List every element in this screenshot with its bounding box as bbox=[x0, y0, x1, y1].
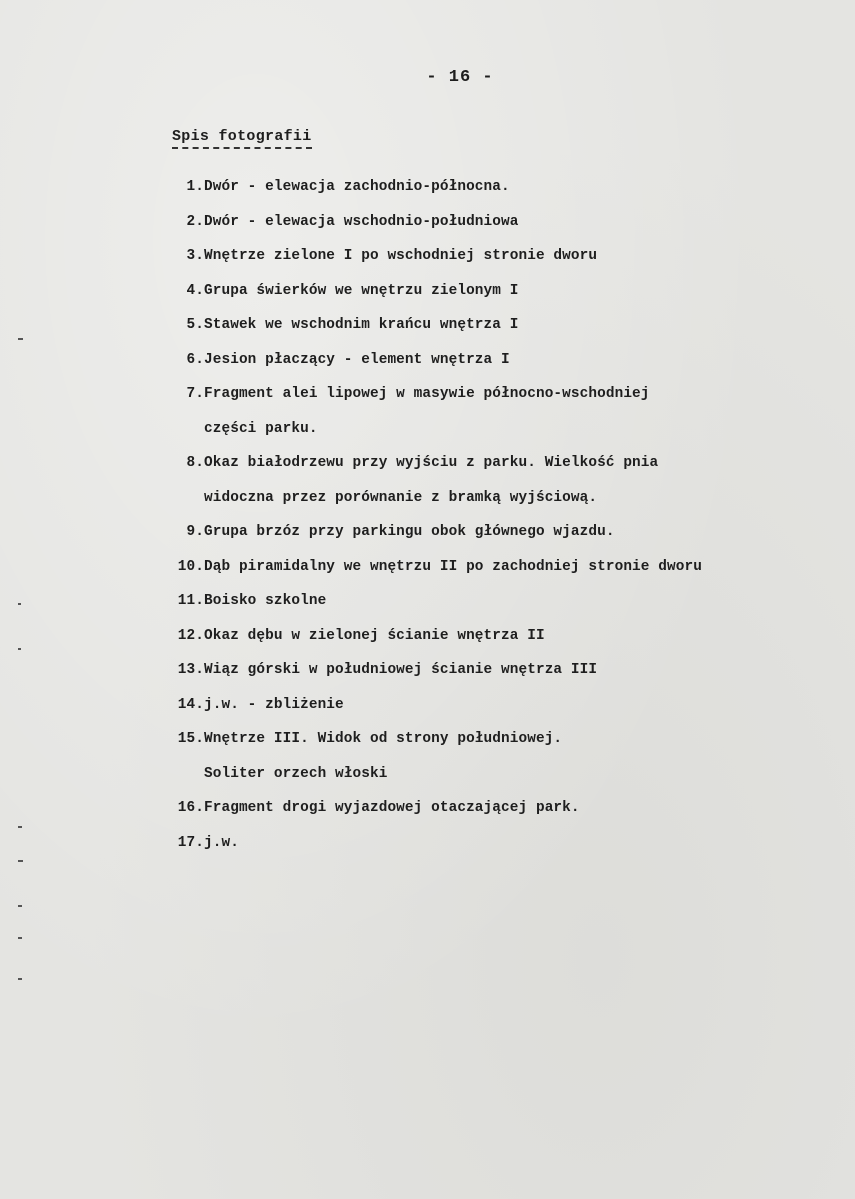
list-item bbox=[160, 343, 850, 378]
item-text: Wiąz górski w południowej ścianie wnętrza III bbox=[204, 662, 598, 678]
page-number: - 16 - bbox=[426, 68, 494, 87]
item-text: Dwór - elewacja zachodnio-północna. bbox=[204, 179, 510, 195]
item-number: 1. bbox=[186, 179, 204, 195]
item-number: 15. bbox=[177, 731, 204, 747]
item-text-continued: Soliter orzech włoski bbox=[204, 765, 388, 782]
item-text: Dąb piramidalny we wnętrzu II po zachodniej stronie dworu bbox=[204, 558, 702, 575]
item-number: 8. bbox=[186, 455, 204, 471]
photo-list bbox=[160, 170, 850, 860]
item-number: 12. bbox=[177, 627, 204, 644]
list-item bbox=[160, 619, 850, 654]
item-number: 3. bbox=[186, 248, 204, 264]
item-number: 16. bbox=[177, 800, 204, 816]
item-number: 17. bbox=[177, 834, 204, 851]
item-text: Boisko szkolne bbox=[204, 593, 327, 609]
item-text: Wnętrze III. Widok od strony południowej. bbox=[204, 731, 563, 747]
margin-mark bbox=[18, 826, 22, 828]
margin-mark bbox=[18, 603, 21, 605]
margin-mark bbox=[18, 648, 21, 650]
list-item bbox=[160, 205, 850, 240]
list-item bbox=[160, 446, 850, 515]
list-item bbox=[160, 688, 850, 723]
item-text: Jesion płaczący - element wnętrza I bbox=[204, 351, 510, 368]
item-number: 5. bbox=[186, 317, 204, 333]
list-item bbox=[160, 170, 850, 205]
item-text-continued: części parku. bbox=[204, 420, 318, 437]
item-number: 4. bbox=[186, 282, 204, 299]
item-number: 2. bbox=[186, 213, 204, 230]
item-number: 10. bbox=[177, 558, 204, 575]
item-number: 7. bbox=[186, 386, 204, 402]
item-text: Grupa brzóz przy parkingu obok głównego wjazdu. bbox=[204, 524, 615, 540]
margin-mark bbox=[18, 338, 23, 340]
list-item bbox=[160, 722, 850, 791]
item-text: Fragment alei lipowej w masywie północno-wschodniej bbox=[204, 386, 650, 402]
item-text-continued: widoczna przez porównanie z bramką wyjściową. bbox=[204, 489, 598, 506]
item-number: 14. bbox=[177, 696, 204, 713]
list-item bbox=[160, 653, 850, 688]
list-item bbox=[160, 826, 850, 861]
item-text: Dwór - elewacja wschodnio-południowa bbox=[204, 213, 519, 230]
list-item bbox=[160, 239, 850, 274]
list-item bbox=[160, 550, 850, 585]
item-text: Grupa świerków we wnętrzu zielonym I bbox=[204, 282, 519, 299]
item-text: Wnętrze zielone I po wschodniej stronie dworu bbox=[204, 248, 598, 264]
margin-mark bbox=[18, 978, 22, 980]
item-text: j.w. bbox=[204, 834, 239, 851]
item-number: 11. bbox=[177, 593, 204, 609]
list-item bbox=[160, 584, 850, 619]
list-heading: Spis fotografii bbox=[172, 128, 312, 149]
item-text: Okaz białodrzewu przy wyjściu z parku. Wielkość pnia bbox=[204, 455, 659, 471]
item-number: 13. bbox=[177, 662, 204, 678]
margin-mark bbox=[18, 905, 22, 907]
item-number: 6. bbox=[186, 351, 204, 368]
list-item bbox=[160, 791, 850, 826]
item-text: j.w. - zbliżenie bbox=[204, 696, 344, 713]
margin-mark bbox=[18, 937, 22, 939]
item-text: Fragment drogi wyjazdowej otaczającej park. bbox=[204, 800, 580, 816]
item-text: Stawek we wschodnim krańcu wnętrza I bbox=[204, 317, 519, 333]
list-item bbox=[160, 377, 850, 446]
list-item bbox=[160, 515, 850, 550]
margin-mark bbox=[18, 860, 23, 862]
list-item bbox=[160, 308, 850, 343]
list-item bbox=[160, 274, 850, 309]
item-number: 9. bbox=[186, 524, 204, 540]
item-text: Okaz dębu w zielonej ścianie wnętrza II bbox=[204, 627, 545, 644]
